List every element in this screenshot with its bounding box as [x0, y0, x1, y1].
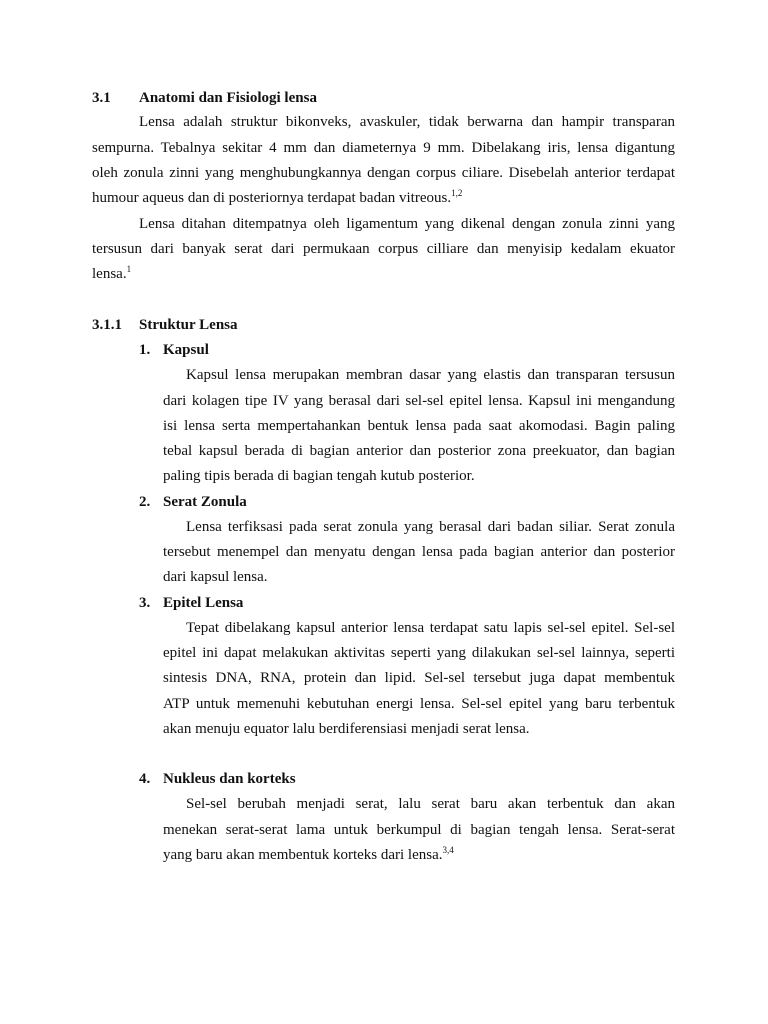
list-item-line: Kapsul lensa merupakan membran dasar yang elastis dan transparan tersusun — [186, 367, 675, 383]
citation-ref: 1,2 — [451, 188, 463, 198]
list-item-line: menekan serat-serat lama untuk berkumpul di bagian tengah lensa. Serat-serat — [163, 822, 675, 838]
list-item-title: Serat Zonula — [163, 494, 247, 510]
list-item-line: epitel ini dapat melakukan aktivitas seperti yang dilakukan sel-sel lainnya, seperti — [163, 645, 675, 661]
list-item-line: tebal kapsul berada di bagian anterior dan posterior zona preekuator, dan bagian — [163, 443, 675, 459]
paragraph-line: sempurna. Tebalnya sekitar 4 mm dan diameternya 9 mm. Dibelakang iris, lensa digantung — [92, 140, 675, 156]
list-item-number: 2. — [139, 494, 151, 510]
list-item-line: Tepat dibelakang kapsul anterior lensa terdapat satu lapis sel-sel epitel. Sel-sel — [186, 620, 675, 636]
list-item-line: sintesis DNA, RNA, protein dan lipid. Sel-sel tersebut juga dapat membentuk — [163, 670, 675, 686]
subsection-number: 3.1.1 — [92, 317, 122, 333]
list-item-title: Kapsul — [163, 342, 209, 358]
list-item-line: dari kapsul lensa. — [163, 569, 268, 585]
list-item-line: Sel-sel berubah menjadi serat, lalu serat baru akan terbentuk dan akan — [186, 796, 675, 812]
section-title: Anatomi dan Fisiologi lensa — [139, 90, 317, 106]
citation-ref: 1 — [126, 264, 132, 274]
paragraph-line: oleh zonula zinni yang menghubungkannya dengan corpus ciliare. Disebelah anterior terdapat — [92, 165, 675, 181]
section-number: 3.1 — [92, 90, 111, 106]
list-item-number: 3. — [139, 595, 151, 611]
subsection-title: Struktur Lensa — [139, 317, 238, 333]
list-item-line: isi lensa serta mempertahankan bentuk lensa pada saat akomodasi. Bagin paling — [163, 418, 675, 434]
list-item-line: dari kolagen tipe IV yang berasal dari sel-sel epitel lensa. Kapsul ini mengandung — [163, 393, 675, 409]
list-item-title: Epitel Lensa — [163, 595, 244, 611]
citation-ref: 3,4 — [442, 845, 454, 855]
paragraph-line — [92, 266, 131, 283]
paragraph-line — [92, 190, 462, 207]
paragraph-text: humour aqueus dan di posteriornya terdapat badan vitreous. — [92, 190, 452, 206]
paragraph-text: lensa. — [92, 266, 127, 282]
list-item-line: Lensa terfiksasi pada serat zonula yang berasal dari badan siliar. Serat zonula — [186, 519, 675, 535]
list-item-line: paling tipis berada di bagian tengah kutub posterior. — [163, 468, 475, 484]
list-item-text: yang baru akan membentuk korteks dari lensa. — [163, 847, 443, 863]
list-item-title: Nukleus dan korteks — [163, 771, 296, 787]
list-item-number: 1. — [139, 342, 151, 358]
paragraph-line: Lensa adalah struktur bikonveks, avaskuler, tidak berwarna dan hampir transparan — [139, 114, 675, 130]
paragraph-line: tersusun dari banyak serat dari permukaan corpus cilliare dan menyisip kedalam ekuator — [92, 241, 675, 257]
list-item-line: ATP untuk memenuhi kebutuhan energi lensa. Sel-sel epitel yang baru terbentuk — [163, 696, 675, 712]
list-item-line — [163, 847, 454, 864]
list-item-line: akan menuju equator lalu berdiferensiasi menjadi serat lensa. — [163, 721, 530, 737]
list-item-number: 4. — [139, 771, 151, 787]
paragraph-line: Lensa ditahan ditempatnya oleh ligamentum yang dikenal dengan zonula zinni yang — [139, 216, 675, 232]
list-item-line: tersebut menempel dan menyatu dengan lensa pada bagian anterior dan posterior — [163, 544, 675, 560]
